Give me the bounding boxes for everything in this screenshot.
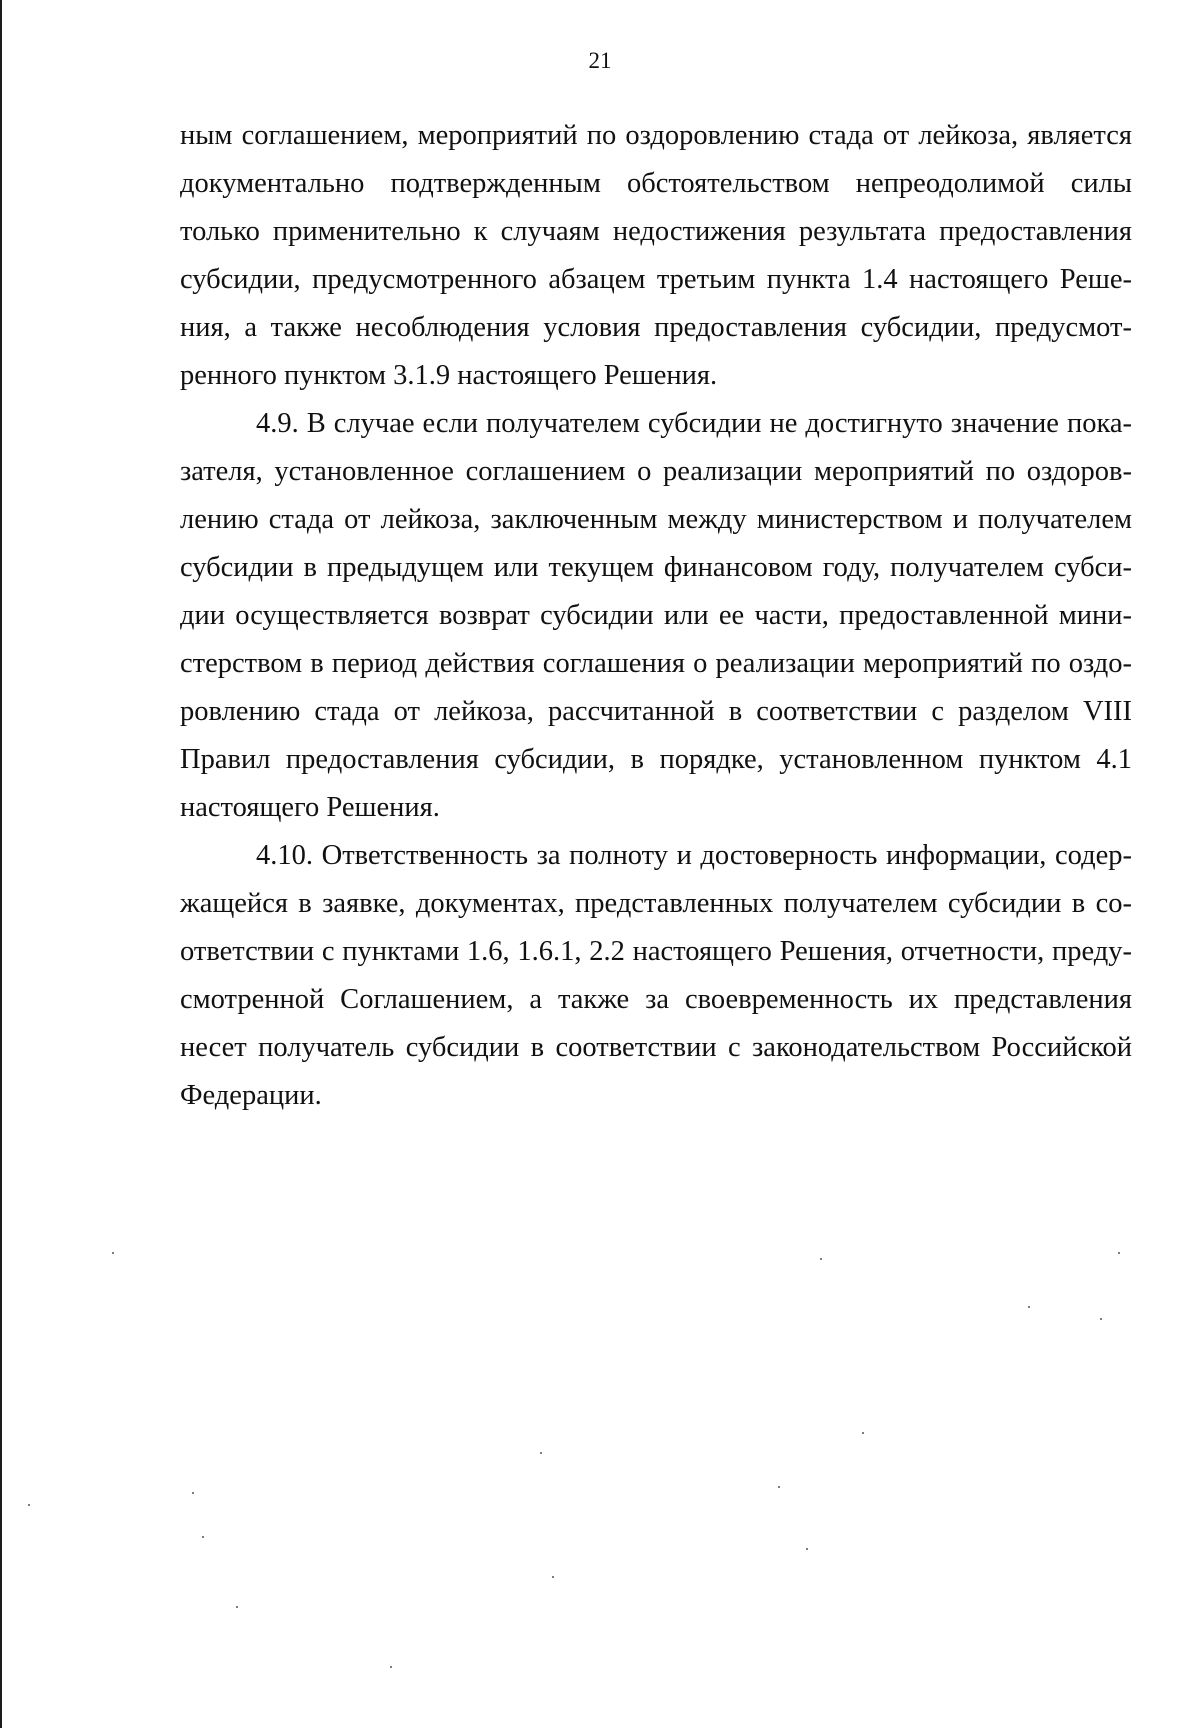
scan-speck [540, 1452, 542, 1454]
text-line: субсидии в предыдущем или текущем финансовом году, получателем субси- [180, 552, 1132, 583]
scan-speck [806, 1548, 808, 1550]
scan-speck [1118, 1252, 1120, 1254]
scan-speck [202, 1536, 204, 1538]
text-line: стерством в период действия соглашения о реализации мероприятий по оздо- [180, 648, 1132, 679]
scan-speck [112, 1252, 114, 1254]
paragraph-continuation [180, 112, 1132, 400]
text-line: дии осуществляется возврат субсидии или ее части, предоставленной мини- [180, 600, 1132, 631]
text-line: лению стада от лейкоза, заключенным между министерством и получателем [180, 504, 1132, 535]
text-line: зателя, установленное соглашением о реализации мероприятий по оздоров- [180, 456, 1132, 487]
text-line: ровлению стада от лейкоза, рассчитанной в соответствии с разделом VIII [180, 696, 1132, 727]
text-line: 4.10. Ответственность за полноту и достоверность информации, содер- [256, 840, 1132, 871]
text-line: Правил предоставления субсидии, в порядке, установленном пунктом 4.1 [180, 744, 1132, 775]
paragraph-clause-4-9 [180, 400, 1132, 832]
text-line: Федерации. [180, 1080, 322, 1111]
scan-speck [236, 1606, 238, 1608]
document-body [180, 112, 1132, 1120]
scan-speck [28, 1504, 30, 1506]
text-line: 4.9. В случае если получателем субсидии не достигнуто значение пока- [256, 408, 1132, 439]
text-line: документально подтвержденным обстоятельством непреодолимой силы [180, 168, 1132, 199]
scan-speck [1100, 1318, 1102, 1320]
text-line: ренного пунктом 3.1.9 настоящего Решения. [180, 360, 718, 391]
text-line: настоящего Решения. [180, 792, 440, 823]
scan-speck [552, 1576, 554, 1578]
text-line: ным соглашением, мероприятий по оздоровлению стада от лейкоза, является [180, 120, 1132, 151]
page-number: 21 [588, 48, 612, 73]
paragraph-clause-4-10 [180, 832, 1132, 1120]
scan-speck [778, 1486, 780, 1488]
scan-speck [820, 1258, 822, 1260]
text-line: ответствии с пунктами 1.6, 1.6.1, 2.2 настоящего Решения, отчетности, преду- [180, 936, 1132, 967]
text-line: только применительно к случаям недостижения результата предоставления [180, 216, 1132, 247]
scan-speck [192, 1492, 194, 1494]
scan-speck [390, 1666, 392, 1668]
scan-speck [862, 1432, 864, 1434]
scan-speck [1028, 1306, 1030, 1308]
text-line: ния, а также несоблюдения условия предоставления субсидии, предусмот- [180, 312, 1132, 343]
text-line: несет получатель субсидии в соответствии с законодательством Российской [180, 1032, 1132, 1063]
text-line: смотренной Соглашением, а также за своевременность их представления [180, 984, 1132, 1015]
text-line: субсидии, предусмотренного абзацем третьим пункта 1.4 настоящего Реше- [180, 264, 1132, 295]
scan-left-edge [0, 0, 2, 1728]
text-line: жащейся в заявке, документах, представленных получателем субсидии в со- [180, 888, 1132, 919]
